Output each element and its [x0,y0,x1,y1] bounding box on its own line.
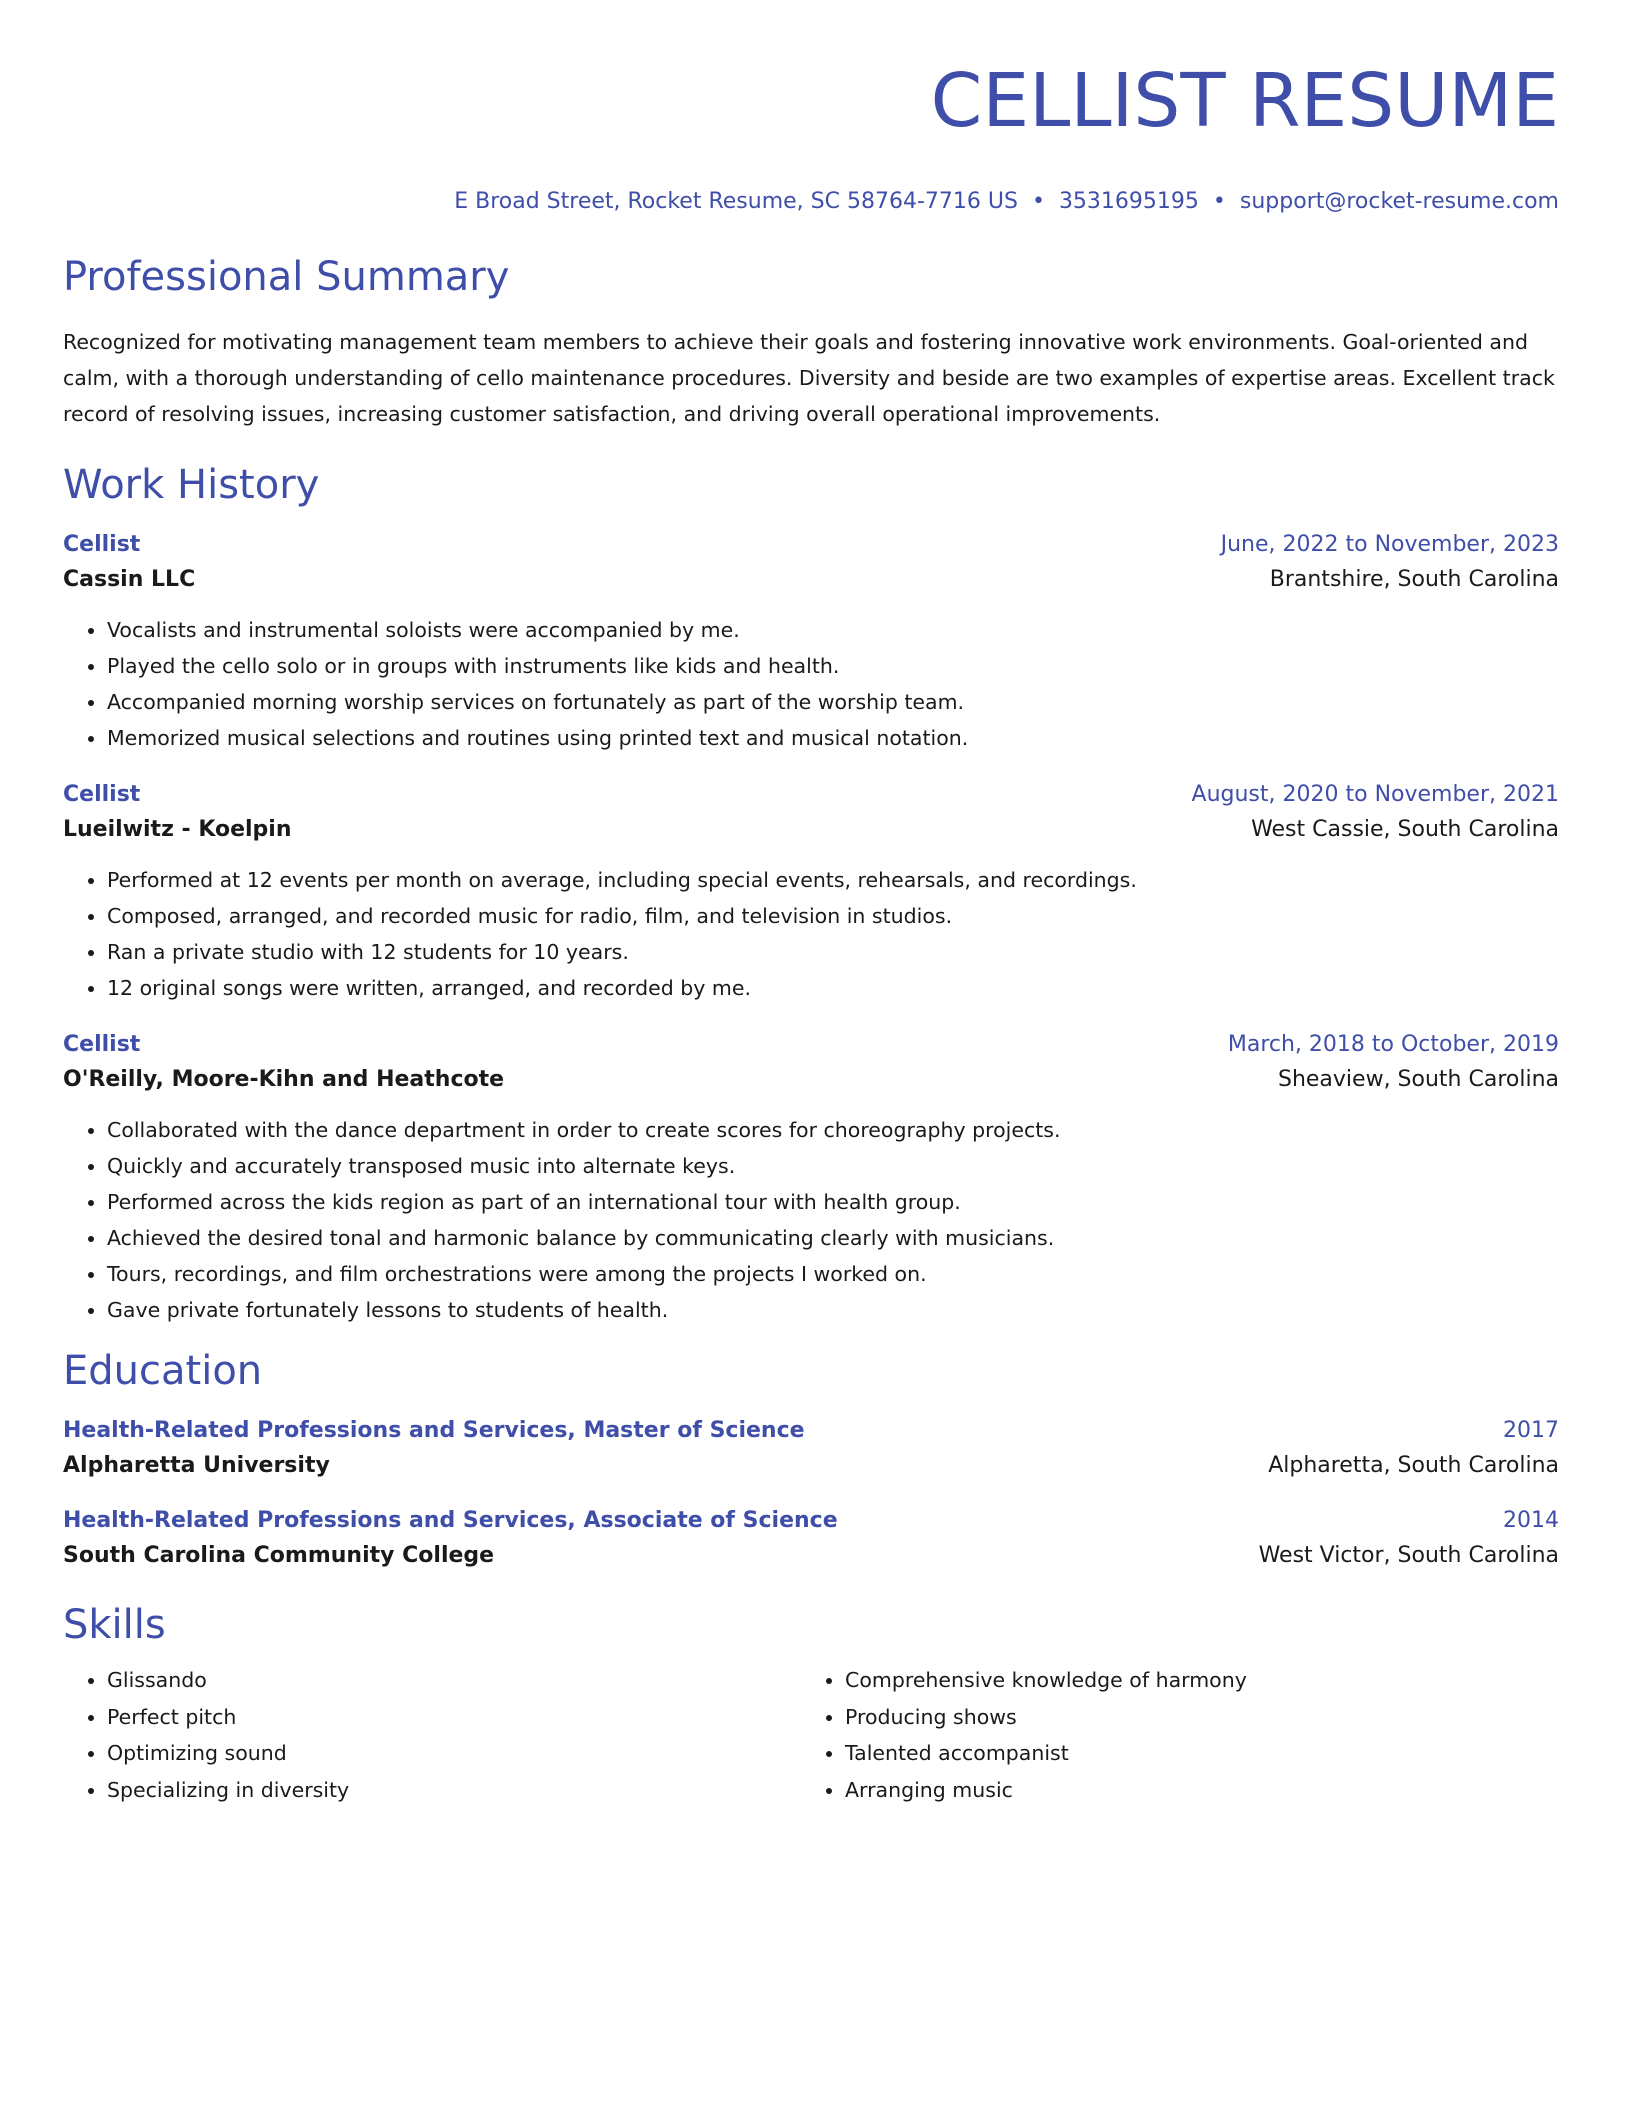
skill-item: • Arranging music [845,1772,1539,1809]
work-history-section [63,460,1559,1328]
skill-item: • Optimizing sound [107,1735,801,1772]
resume-page [63,0,1559,1808]
education-degree: Health-Related Professions and Services, Associate of Science [63,1508,838,1533]
job-bullet: • Memorized musical selections and routines using printed text and musical notation. [107,720,1559,756]
summary-text: Recognized for motivating management team members to achieve their goals and fostering innovative work environments. Goal-oriented and calm, with a thorough understanding of cello maintenance procedures. Diversity and beside are two examples of expertise areas. Excellent track record of resolving issues, increasing customer satisfaction, and driving overall operational improvements. [63,330,1555,426]
job-bullets [63,612,1559,756]
job-dates: March, 2018 to October, 2019 [1227,1032,1559,1057]
job-role: Cellist [63,1032,141,1057]
skill-item: • Talented accompanist [845,1735,1539,1772]
job-bullet: • 12 original songs were written, arranged, and recorded by me. [107,970,1559,1006]
education-year: 2014 [1503,1508,1559,1533]
resume-title: CELLIST RESUME [930,58,1559,144]
job-company: Lueilwitz - Koelpin [63,817,292,842]
job-bullet: • Collaborated with the dance department in order to create scores for choreography projects. [107,1112,1559,1148]
job-dates: June, 2022 to November, 2023 [1220,532,1559,557]
education-school: Alpharetta University [63,1453,330,1478]
contact-phone: 3531695195 [1058,189,1199,214]
education-degree: Health-Related Professions and Services, Master of Science [63,1418,805,1443]
skill-item: • Glissando [107,1662,801,1699]
job-bullet: • Gave private fortunately lessons to students of health. [107,1292,1559,1328]
job-bullet: • Performed at 12 events per month on average, including special events, rehearsals, and recordings. [107,862,1559,898]
job-role: Cellist [63,532,141,557]
job-bullet: • Accompanied morning worship services on fortunately as part of the worship team. [107,684,1559,720]
job-entry [63,778,1559,1006]
job-entry [63,1028,1559,1328]
education-year: 2017 [1503,1418,1559,1443]
education-entry [63,1414,1559,1484]
summary-section [63,252,1559,432]
job-bullet: • Composed, arranged, and recorded music for radio, film, and television in studios. [107,898,1559,934]
skills-section [63,1600,1559,1808]
section-heading-summary: Professional Summary [63,254,510,300]
contact-separator: • [1031,189,1045,214]
skill-item: • Producing shows [845,1699,1539,1736]
skills-list-left [63,1662,801,1808]
job-company: O'Reilly, Moore-Kihn and Heathcote [63,1067,505,1092]
job-dates: August, 2020 to November, 2021 [1191,782,1559,807]
job-company: Cassin LLC [63,567,196,592]
education-location: West Victor, South Carolina [1258,1543,1559,1568]
skill-item: • Perfect pitch [107,1699,801,1736]
section-heading-education: Education [63,1348,263,1394]
job-bullet: • Quickly and accurately transposed music into alternate keys. [107,1148,1559,1184]
job-bullet: • Played the cello solo or in groups with instruments like kids and health. [107,648,1559,684]
job-role: Cellist [63,782,141,807]
job-bullets [63,862,1559,1006]
contact-email: support@rocket-resume.com [1239,189,1559,214]
education-location: Alpharetta, South Carolina [1268,1453,1559,1478]
education-school: South Carolina Community College [63,1543,495,1568]
skill-item: • Comprehensive knowledge of harmony [845,1662,1539,1699]
job-location: Sheaview, South Carolina [1277,1067,1559,1092]
contact-line [63,186,1559,218]
job-bullet: • Performed across the kids region as part of an international tour with health group. [107,1184,1559,1220]
job-bullet: • Vocalists and instrumental soloists were accompanied by me. [107,612,1559,648]
education-entry [63,1504,1559,1574]
job-bullet: • Achieved the desired tonal and harmonic balance by communicating clearly with musicians. [107,1220,1559,1256]
skills-grid [63,1662,1559,1808]
job-bullet: • Tours, recordings, and film orchestrations were among the projects I worked on. [107,1256,1559,1292]
job-location: West Cassie, South Carolina [1251,817,1559,842]
education-section [63,1346,1559,1574]
job-bullet: • Ran a private studio with 12 students for 10 years. [107,934,1559,970]
contact-address: E Broad Street, Rocket Resume, SC 58764-7716 US [454,189,1018,214]
contact-separator: • [1212,189,1226,214]
section-heading-skills: Skills [63,1602,166,1648]
section-heading-work-history: Work History [63,462,320,508]
job-location: Brantshire, South Carolina [1269,567,1559,592]
job-bullets [63,1112,1559,1328]
job-entry [63,528,1559,756]
skill-item: • Specializing in diversity [107,1772,801,1809]
skills-list-right [801,1662,1539,1808]
